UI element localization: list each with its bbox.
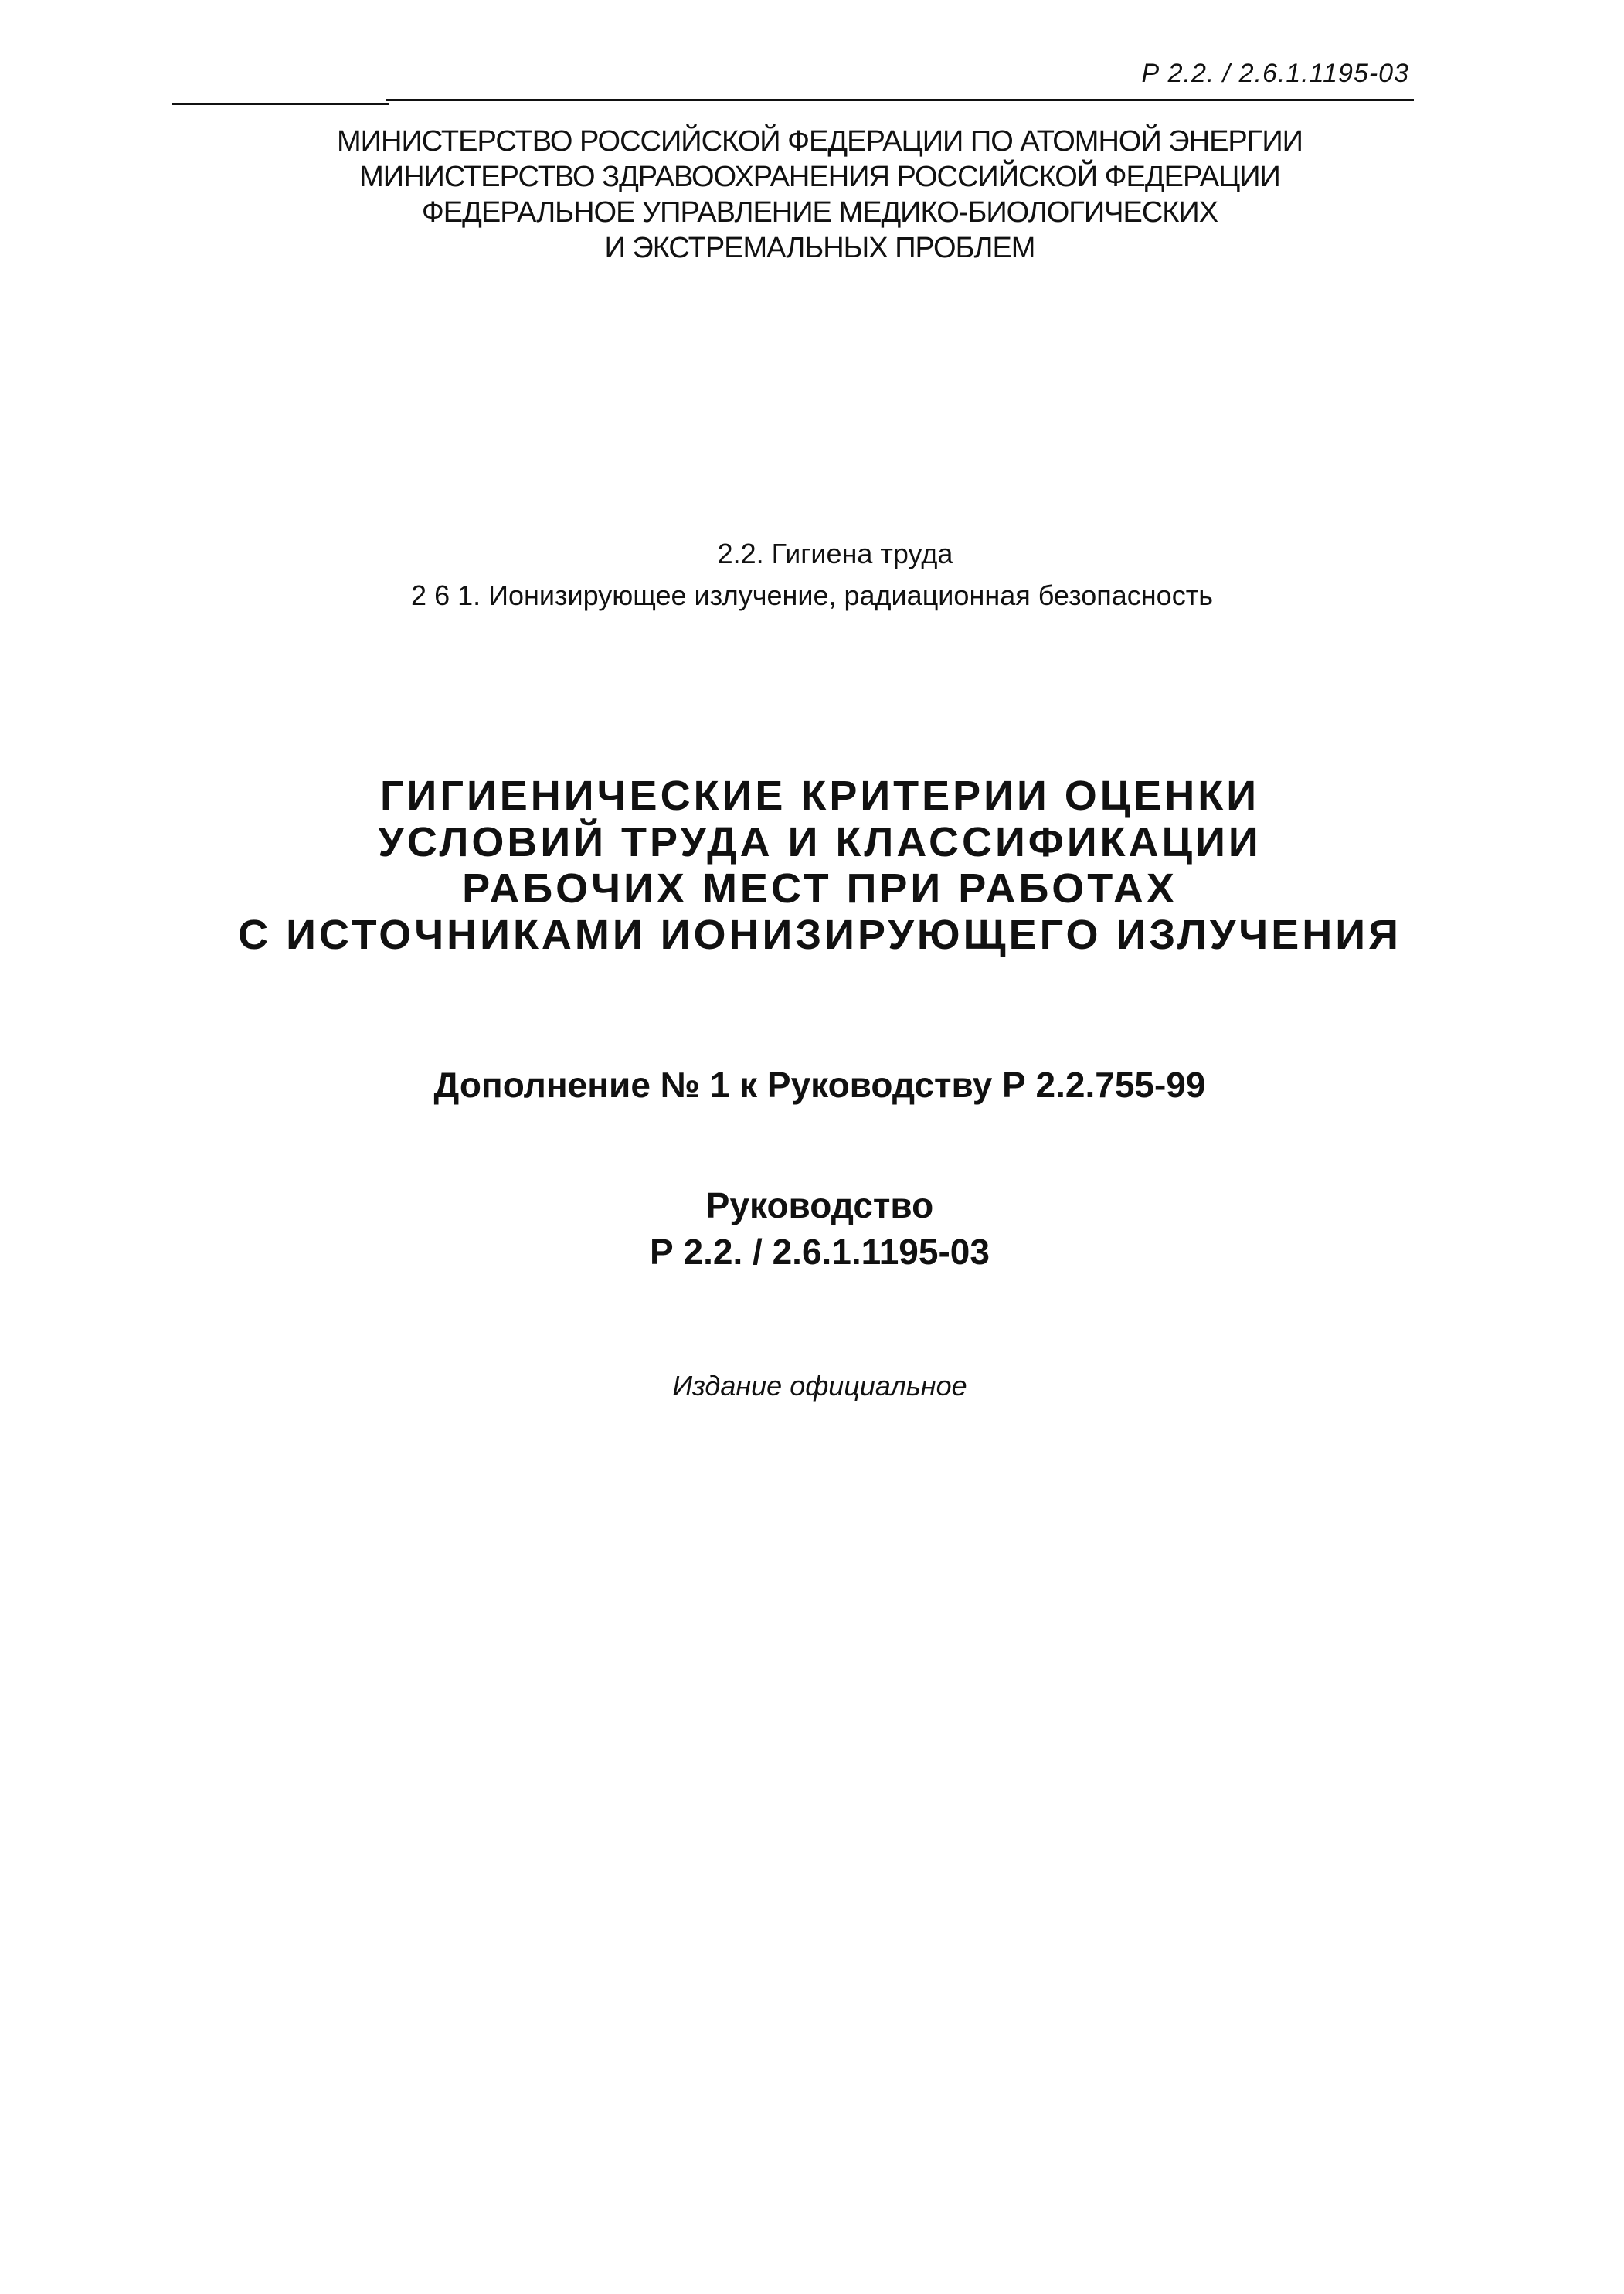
guide-code: Р 2.2. / 2.6.1.1195-03 [650,1232,990,1272]
edition-note [0,1369,1624,1403]
ministry-block [0,124,1624,266]
ministry-line: ФЕДЕРАЛЬНОЕ УПРАВЛЕНИЕ МЕДИКО-БИОЛОГИЧЕСКИХ [421,196,1218,229]
guide-label: Руководство [705,1185,934,1225]
title-line: УСЛОВИЙ ТРУДА И КЛАССИФИКАЦИИ [378,819,1262,865]
ministry-line: И ЭКСТРЕМАЛЬНЫХ ПРОБЛЕМ [604,232,1035,264]
guide-block [0,1182,1624,1275]
header-rule [386,99,1414,101]
series-block [0,533,1624,617]
supplement-text: Дополнение № 1 к Руководству Р 2.2.755-99 [433,1065,1206,1105]
document-title [0,773,1624,958]
document-code: Р 2.2. / 2.6.1.1195-03 [1141,59,1409,88]
ministry-line: МИНИСТЕРСТВО РОССИЙСКОЙ ФЕДЕРАЦИИ ПО АТОМНОЙ ЭНЕРГИИ [337,125,1303,158]
edition-text: Издание официальное [672,1370,967,1402]
title-line: С ИСТОЧНИКАМИ ИОНИЗИРУЮЩЕГО ИЗЛУЧЕНИЯ [238,912,1401,958]
series-line: 2 6 1. Ионизирующее излучение, радиационная безопасность [411,579,1213,611]
title-line: РАБОЧИХ МЕСТ ПРИ РАБОТАХ [462,865,1177,912]
header-rule-left [172,103,389,105]
supplement-line [0,1063,1624,1106]
ministry-line: МИНИСТЕРСТВО ЗДРАВООХРАНЕНИЯ РОССИЙСКОЙ ФЕДЕРАЦИИ [359,161,1280,193]
title-line: ГИГИЕНИЧЕСКИЕ КРИТЕРИИ ОЦЕНКИ [379,773,1260,819]
series-line: 2.2. Гигиена труда [717,538,953,569]
